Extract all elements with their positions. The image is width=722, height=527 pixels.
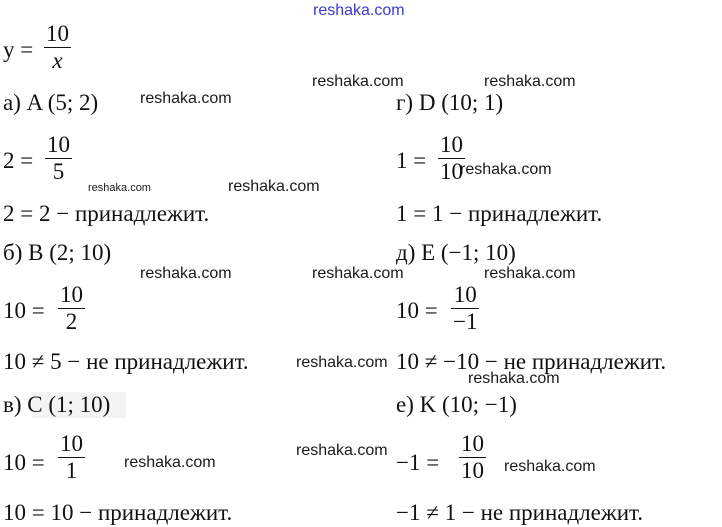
part-b-result: 10 ≠ 5 − не принадлежит. [3, 349, 249, 374]
watermark: reshaka.com [140, 265, 232, 282]
part-b-denominator: 2 [65, 309, 78, 334]
watermark: reshaka.com [228, 178, 320, 195]
watermark: reshaka.com [468, 370, 560, 387]
part-d-result: 10 ≠ −10 − не принадлежит. [396, 349, 667, 374]
part-v-fraction [58, 432, 85, 483]
part-a-fraction [45, 133, 72, 184]
part-v-result: 10 = 10 − принадлежит. [3, 500, 233, 525]
formula-denominator: x [52, 48, 63, 73]
formula-lhs: y = [3, 37, 34, 62]
part-a-result: 2 = 2 − принадлежит. [3, 201, 210, 226]
watermark: reshaka.com [124, 454, 216, 471]
watermark: reshaka.com [504, 458, 596, 475]
part-e-result: −1 ≠ 1 − не принадлежит. [396, 500, 644, 525]
part-g-result: 1 = 1 − принадлежит. [396, 201, 603, 226]
watermark: reshaka.com [296, 442, 388, 459]
part-b-numerator: 10 [60, 282, 83, 307]
part-v-lhs: 10 = [3, 450, 45, 475]
part-a-numerator: 10 [47, 132, 70, 157]
part-g-numerator: 10 [440, 132, 463, 157]
part-b-fraction [58, 283, 85, 334]
watermark: reshaka.com [140, 90, 232, 107]
part-d-numerator: 10 [453, 282, 477, 307]
watermark: reshaka.com [460, 161, 552, 178]
watermark: reshaka.com [296, 354, 388, 371]
watermark: reshaka.com [484, 73, 576, 90]
part-a-label: а) A (5; 2) [3, 90, 99, 115]
watermark: reshaka.com [484, 265, 576, 282]
part-v-label: в) C (1; 10) [3, 392, 111, 417]
part-a-lhs: 2 = [3, 148, 34, 173]
part-d-lhs: 10 = [396, 298, 438, 323]
part-d-denominator: −1 [453, 309, 478, 334]
part-b-lhs: 10 = [3, 298, 45, 323]
part-a-denominator: 5 [52, 159, 65, 184]
part-g-lhs: 1 = [396, 148, 427, 173]
watermark-top: reshaka.com [313, 2, 405, 19]
part-e-fraction [459, 432, 486, 483]
watermark-small: reshaka.com [88, 182, 151, 194]
part-e-lhs: −1 = [396, 450, 440, 475]
part-g-denominator: 10 [440, 159, 463, 184]
part-e-label: е) K (10; −1) [396, 392, 517, 417]
part-d-fraction [451, 283, 479, 334]
part-e-denominator: 10 [461, 458, 484, 483]
part-e-numerator: 10 [461, 431, 484, 456]
formula-numerator: 10 [46, 21, 69, 46]
part-b-label: б) B (2; 10) [3, 240, 112, 265]
part-v-numerator: 10 [60, 431, 83, 456]
watermark: reshaka.com [312, 265, 404, 282]
part-v-denominator: 1 [65, 458, 78, 483]
part-d-label: д) E (−1; 10) [396, 240, 516, 265]
formula-fraction [44, 22, 71, 73]
part-g-label: г) D (10; 1) [396, 90, 504, 115]
watermark: reshaka.com [312, 73, 404, 90]
